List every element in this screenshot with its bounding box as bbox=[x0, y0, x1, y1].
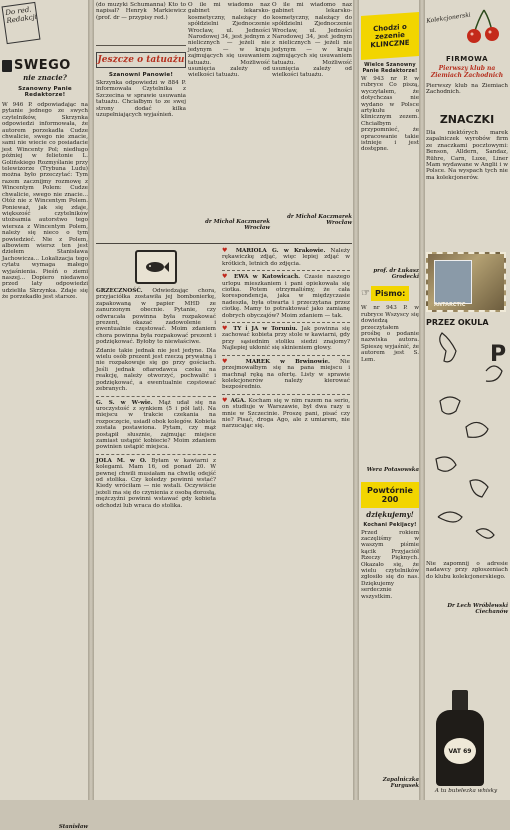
tatuaz-title: Jeszcze o tatuażu bbox=[96, 52, 186, 68]
stamp-label: ANTARCTIC bbox=[434, 302, 466, 308]
tatuaz-greeting: Szanowni Panowie! bbox=[108, 72, 174, 78]
chodz-title: Chodzi o zezenie KLINCZNE bbox=[361, 12, 419, 60]
ewa-body: Czasie naszego urlopu mieszkaniem i pani opiekowała się ciotka. Potem otrzymaliśmy, że cała korespondencja, jaka w międzyczasie nadeszła, była otwarta i przeczytana przez ciotkę. Mamy to potraktować jako zamianę dobrych obyczajów? Moim zdaniem — tak. bbox=[222, 274, 351, 319]
marek-paragraph bbox=[222, 359, 350, 391]
grzecznosc-paragraph bbox=[96, 288, 216, 346]
left-column bbox=[2, 2, 88, 830]
znaczki-body: Dla niektórych marek zapalniczek wyrobów firm ze znaczkami pocztowymi: Benson, Alldern, Sandaz, Rühre, Carn, Luxe, Liner Mam wydawane w Anglii i w Polsce. Na wyspach tych nie ma kolekcjonerów. bbox=[426, 130, 508, 181]
middle-right-top bbox=[272, 2, 352, 242]
pismo-body: W nr 943 P. w rubryce Wszyscy się dowiedzą przeczytałem prośbę o podanie nazwiska autora. Spieszę wyjaśnić, że autorem jest S. Lem. bbox=[361, 305, 419, 363]
section-rule bbox=[96, 243, 352, 244]
col3b-top-body: O ile mi wiadomo naz gabinet lekarsko-kosmetyczny, należący do spółdzielni Zjednoczenie Wrocław, ul. Jedności Narodowej 34, jest jednym z nielicznych — jeżeli nie jedynym — w kraju zajmujących się usuwaniem tatuażu. Możliwość usunięcia zależy od wielkości tatuażu. bbox=[272, 2, 352, 79]
marek-title: MAREK w Brwinowie. bbox=[245, 358, 330, 365]
aga-title: AGA. bbox=[230, 397, 247, 404]
heart-icon: ♥ bbox=[222, 247, 231, 254]
pow-signature: Zapalniczka Furgusek bbox=[382, 776, 419, 789]
col3-top-signature: dr Michał Kaczmarek Wrocław bbox=[205, 219, 270, 232]
mariola-body: Należy rękawiczkę zdjąć, więc lepiej zdjąć w krótkich, letnich do zdjęcia. bbox=[222, 248, 350, 267]
cartoon-drawings bbox=[426, 331, 508, 551]
pismo-title-text: Pismo: bbox=[371, 286, 409, 301]
col2-top-text: (do muzyki Schumanna) Kto to napisał? Henryk Markiewicz (prof. dr — przypisy red.) bbox=[96, 2, 186, 21]
swego-heading bbox=[2, 58, 88, 73]
grzecznosc-body: Odwiedzając chora, przyjaciółka zostawiła jej bombonierkę, zapakowaną w papier MHD ze zanurzonym obecnie. Pytanie, czy odwracała powinna była rozpakować prezent, okazać zadowolenie i ewentualnie częstować. Moim zdaniem chora powinna była rozpakować prezent i podziękować. Byłoby to niewłaściwe. bbox=[96, 288, 216, 346]
mariola-paragraph bbox=[222, 248, 350, 267]
divider-dashed bbox=[222, 322, 350, 323]
left-greeting: Szanowny Panie Redaktorze! bbox=[18, 86, 72, 98]
etiquette-column-2 bbox=[222, 248, 350, 796]
cherries-icon bbox=[464, 6, 504, 46]
divider-dashed bbox=[222, 355, 350, 356]
swego-title: SWEGO bbox=[14, 58, 71, 73]
heart-icon: ♥ bbox=[222, 325, 230, 333]
middle-column-top bbox=[188, 2, 270, 242]
middle-left-column bbox=[96, 2, 186, 242]
caption: A tu butelezka whisky bbox=[434, 788, 498, 794]
mariola-title: MARIOLA G. w Krakowie. bbox=[235, 248, 326, 254]
gsw-title: G. S. w W-wie. bbox=[96, 399, 153, 406]
divider bbox=[96, 45, 186, 46]
fish-icon bbox=[142, 257, 170, 277]
aga-body: Kocham się w nim razem na serio, on studiuje w Warszawie, był dwa razy u mnie w Szczecinie. Proszę pani, pisać czy nie? Pisać, droga Ago, ale z umiarem, nie narzucając się. bbox=[222, 397, 350, 430]
book-icon bbox=[2, 60, 12, 72]
pismo-title bbox=[361, 286, 419, 301]
grzecznosc-body-2: Zdanie takie jednak nie jest jedyne. Dla wielu osób prezent jest rzeczą prywatną i nie rozpakowuje się go przy gościach. Jeśli jednak ofiarodawca czeka na reakcję, należy otworzyć, pochwalić i podziękować, a ewentualnie częstować zebranych. bbox=[96, 347, 216, 393]
chodz-body: W 943 nr P. w rubryce Co piszą, wyczytałem, że dotychczas nie wydano w Polsce artykułu o klinicznym zezem. Chciałbym przypomnieć, że opracowanie takie istnieje i jest dostępne. bbox=[361, 76, 419, 153]
grzecznosc-title: GRZECZNOŚĆ. bbox=[96, 288, 143, 294]
divider-dashed bbox=[96, 454, 216, 455]
ewa-paragraph bbox=[222, 274, 350, 319]
glyph-p: P bbox=[490, 342, 507, 367]
ewa-title: EWA w Katowicach. bbox=[233, 274, 301, 281]
pow-body: Przed rokiem zaczęliśmy w waszym piśmie kącik Przyjaciół Rzeczy Pięknych. Okazało się, że wielu czytelników zgłosiło się do nas. Dziękujemy serdecznie wszystkim. bbox=[361, 529, 419, 600]
column-rule bbox=[419, 0, 425, 800]
firm-subtitle: Pierwszy klub na Ziemiach Zachodnich bbox=[430, 65, 504, 79]
bottom-body: Nie zapomnij o adresie nadawcy przy zgłoszeniach do klubu kolekcjonerskiego. bbox=[426, 561, 508, 580]
chodz-signature: prof. dr Łukasz Grodecki bbox=[373, 268, 419, 281]
firm-title: FIRMOWA bbox=[445, 55, 489, 63]
heart-icon: ♥ bbox=[222, 357, 236, 365]
script-title: Kolekcjonerski bbox=[425, 11, 472, 25]
right-middle-column bbox=[361, 2, 419, 798]
left-signature: Stanisław bbox=[58, 824, 88, 830]
col3-top-body: O ile mi wiadomo naz gabinet lekarsko-kosmetyczny, należący do spółdzielni Zjednoczenie Wrocław, ul. Jedności Narodowej 34, jest jednym z nielicznych — jeżeli nie jedynym — w kraju zajmujących się usuwaniem tatuażu. Możliwość usunięcia zależy od wielkości tatuażu. bbox=[188, 2, 270, 79]
column-rule bbox=[353, 0, 359, 800]
bottle-label: VAT 69 bbox=[444, 738, 476, 764]
pow-subtitle: dziękujemy! bbox=[366, 509, 414, 519]
column-rule bbox=[88, 0, 94, 800]
jola-paragraph bbox=[96, 458, 216, 509]
hand-icon: ☞ bbox=[361, 288, 370, 300]
swego-subtitle: nie znacie? bbox=[23, 73, 67, 82]
heart-icon: ♥ bbox=[222, 396, 229, 404]
divider-dashed bbox=[96, 396, 216, 397]
divider-dashed bbox=[222, 270, 350, 271]
jola-body: Byłam w kawiarni z kolegami. Mam 16, od ponad 20. W pewnej chwili musiałam na chwilę odejść od stolika. Czy koledzy powinni wstać? Kiedy wróciłam — nie wstali. Oczywiście jeżeli ma się do czynienia z osobą dorosłą, mężczyźni powinni wstawać gdy kobieta odchodzi lub wraca do stolika. bbox=[96, 457, 216, 509]
etiquette-column-1 bbox=[96, 248, 216, 796]
pow-title: Powtórnie 200 bbox=[361, 482, 419, 508]
left-body: W 946 P. odpowiadając na pytanie jednego ze swych czytelników, Skrzynka odpowiedzi informowała, że autorem porzekadła Cudze chwalicie, swego nie znacie, sami nie wiecie co posiadacie jest Wincenty Pol; niedługo później w felietonie L. Golińskiego Rozmyślanie przy telewizorze (Trybuna Ludu) można było przeczytać: Tym razem zacznijmy rozmowę z Wincentym Polem: Cudze chwalicie, swego nie znacie... Otóż nie z Wincentym Polem. Ponieważ, jak się zdaje, większość czytelników utożsamia autorstwo tego wiersza z Wincentym Polem, należy się nieco o tym powiedzieć. Nie z Polem, albowiem wiersz ten jest dziełem Stanisława Jachowicza... Lokalizacja tego cytatu wymaga małego wyjaśnienia. Pieśń o ziemi naszej... Dopiero niedawno przed laty odpowiedzi udzieliła Skrzynka. Zdaje się że porzekadło jest starsze. bbox=[2, 102, 88, 301]
fish-logo bbox=[135, 250, 177, 284]
chodz-greeting: Wielce Szanowny Panie Redaktorze! bbox=[362, 62, 418, 74]
heart-icon: ♥ bbox=[222, 273, 230, 281]
stamp-inner bbox=[434, 260, 472, 304]
stamp-image bbox=[426, 252, 506, 312]
right-column bbox=[426, 2, 508, 798]
aga-paragraph bbox=[222, 398, 350, 430]
pow-greeting: Kochani Pekijacy! bbox=[363, 521, 417, 528]
col3b-top-signature: dr Michał Kaczmarek Wrocław bbox=[287, 214, 352, 227]
vat69-bottle bbox=[430, 690, 490, 788]
divider-dashed bbox=[222, 394, 350, 395]
jola-title: JOLA M. w O. bbox=[96, 457, 147, 464]
firm-body: Pierwszy klub na Ziemiach Zachodnich. bbox=[426, 83, 508, 96]
tatuaz-body: Skrzynka odpowiedzi w 884 P. informowała Czytelnika z Szczecina w sprawie usuwania tatuażu. Chciałbym to ze swej strony dodać kilka uzupełniających wyjaśnień. bbox=[96, 80, 186, 119]
corner-title: Do red. Redakcji bbox=[4, 5, 38, 25]
przez-title: PRZEZ OKULA bbox=[426, 318, 489, 327]
ty-paragraph bbox=[222, 326, 350, 352]
ty-title: TY i JA w Toruniu. bbox=[233, 326, 298, 333]
pismo-signature: Wera Potasowska bbox=[366, 467, 419, 474]
ty-body: Jak powinna się zachować kobieta przy stole w kawiarni, gdy przy sąsiednim stoliku siedzi znajomy? Najlepiej ukłonić się skinieniem głowy. bbox=[222, 326, 350, 352]
bottle-neck bbox=[452, 690, 468, 712]
bottom-signature: Dr Lech Wróblewski Ciechanów bbox=[447, 603, 508, 616]
znaczki-title: ZNACZKI bbox=[439, 113, 495, 126]
gsw-paragraph bbox=[96, 400, 216, 451]
gsw-body: Mąż udał się na uroczystość z synkiem (5 i pół lat). Na miejscu w trakcie czekania na rozpoczęcie, usiadł obok kolegów. Kobieta została postawiona. Pytam, czy mąż postąpił słusznie, zajmując miejsce zamiast ustąpić kobiecie? Moim zdaniem powinien ustąpić miejsca. bbox=[96, 399, 216, 451]
marek-body: Nie przejmowałbym się na pana miejscu i machnął ręką na ofertę. Listy w sprawie kolekcjonerów należy kierować bezpośrednio. bbox=[222, 358, 350, 391]
corner-title-box bbox=[2, 2, 41, 44]
